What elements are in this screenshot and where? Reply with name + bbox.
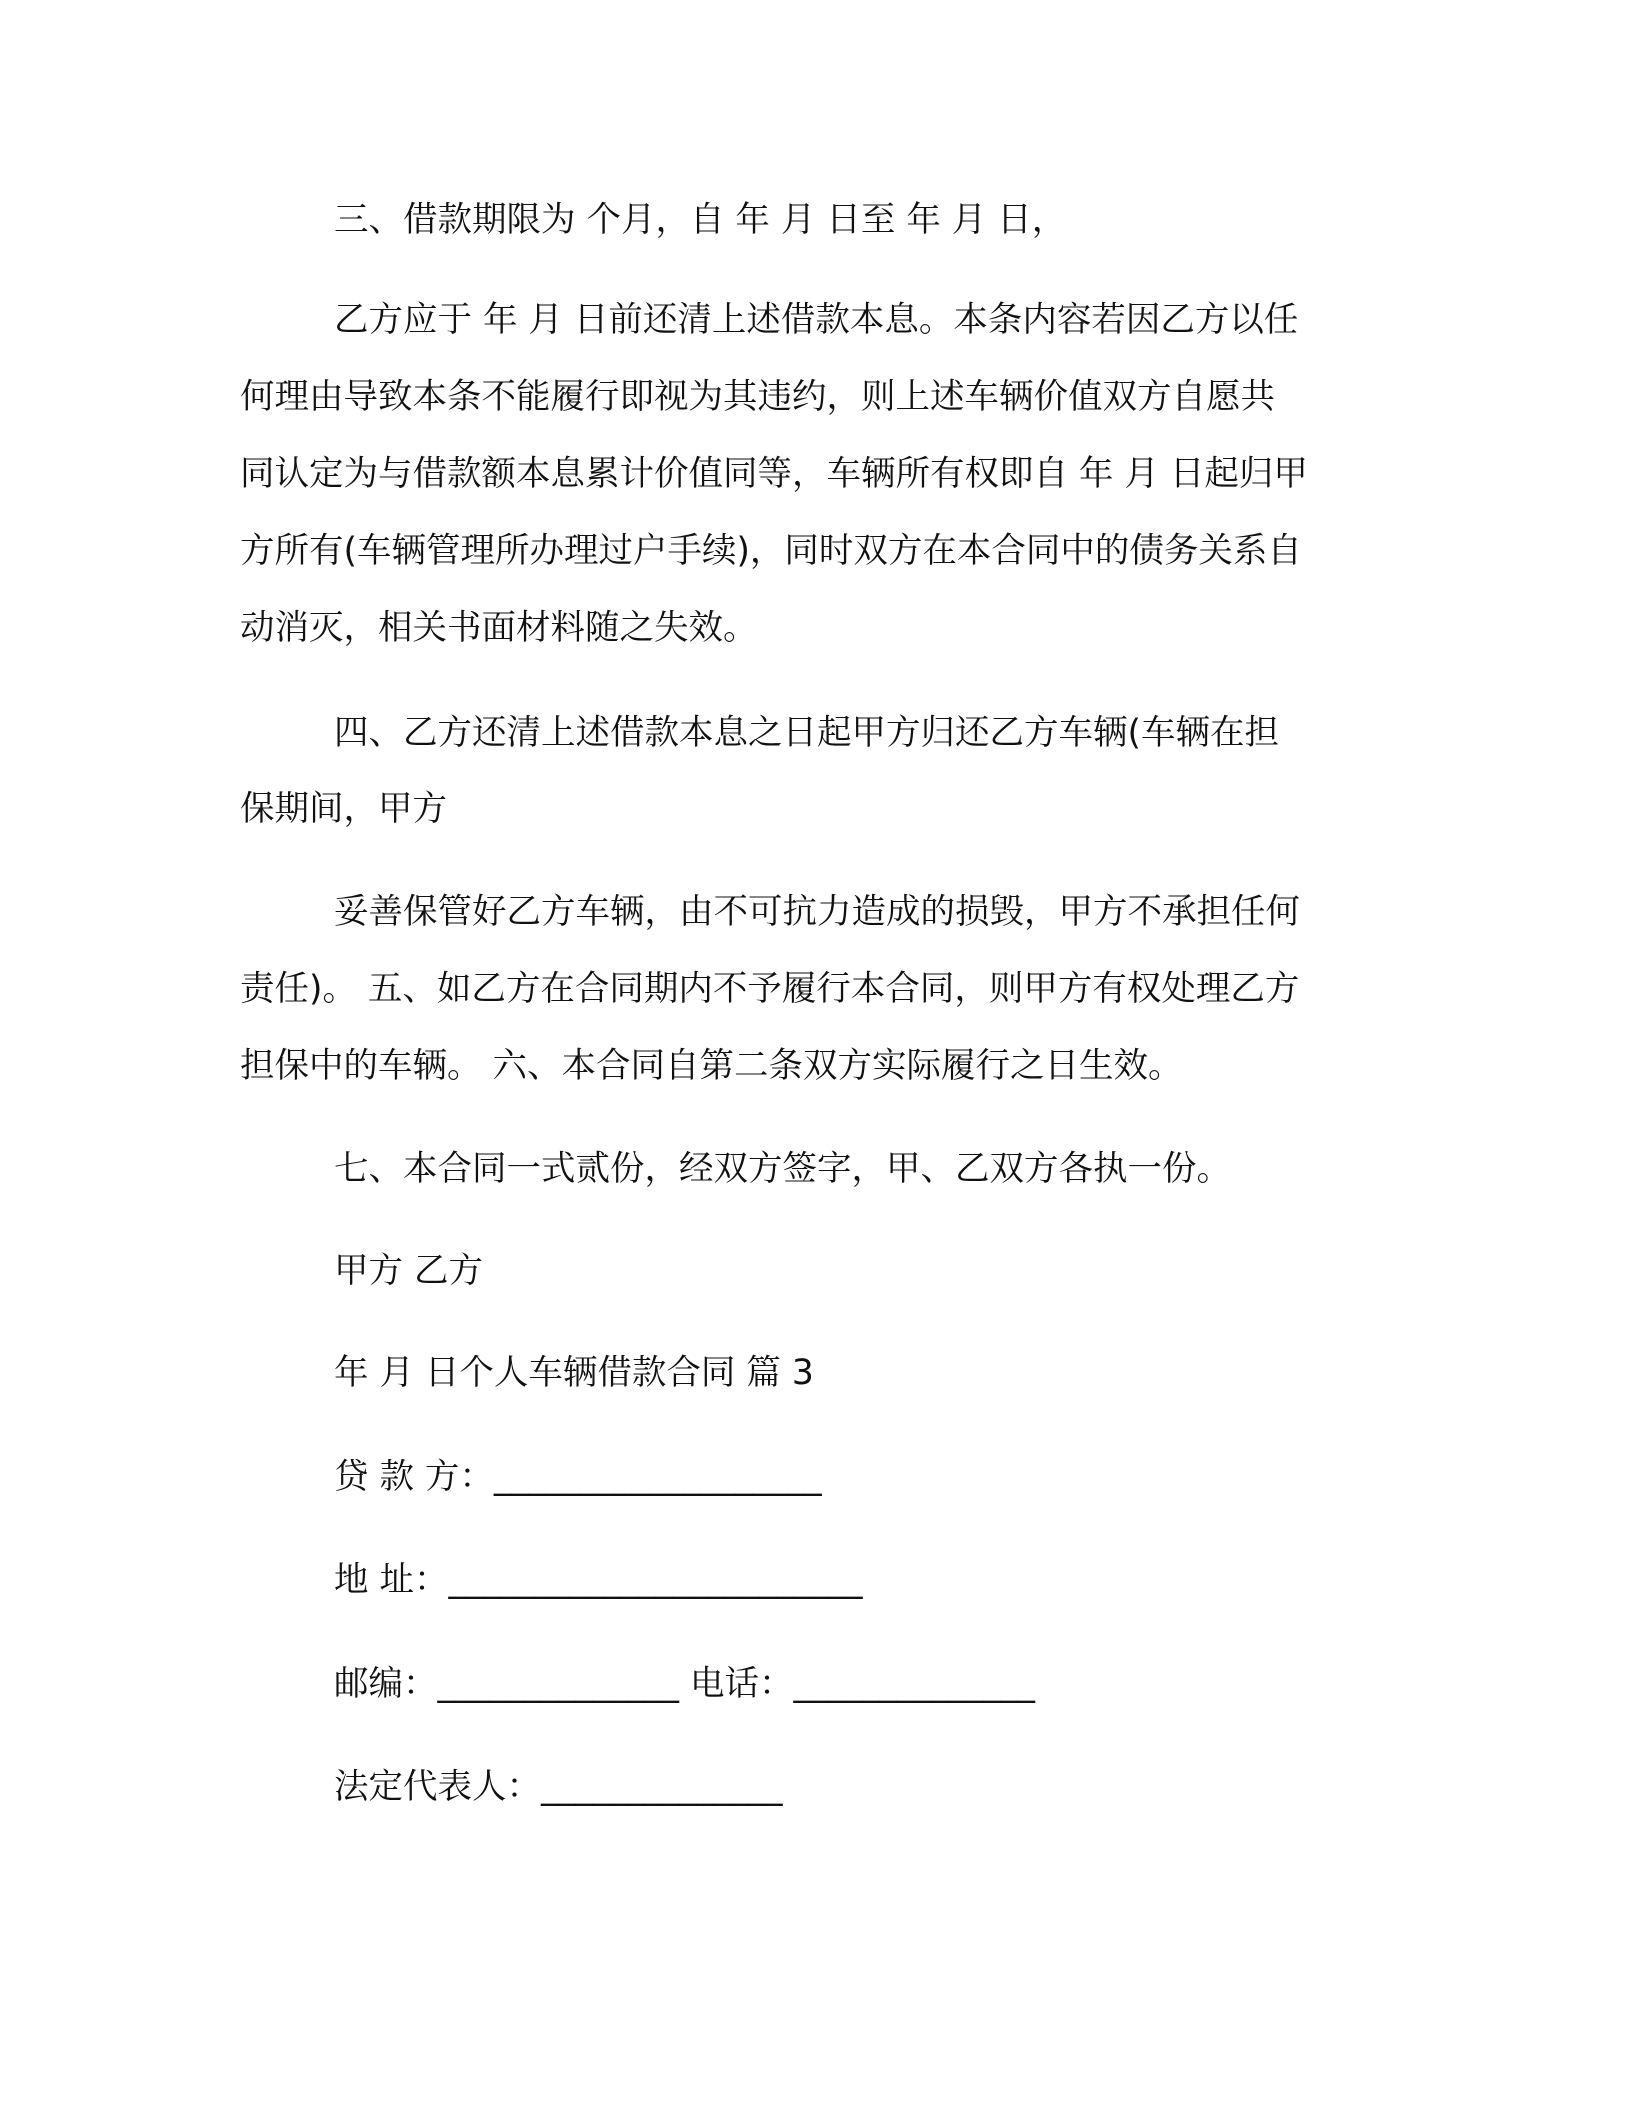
legal-representative-field: 法定代表人：______________ <box>334 1767 783 1807</box>
clause-3-para-line-1: 乙方应于 年 月 日前还清上述借款本息。本条内容若因乙方以任 <box>334 300 1299 340</box>
clause-5-line: 责任)。 五、如乙方在合同期内不予履行本合同，则甲方有权处理乙方 <box>240 969 1300 1009</box>
clause-7-line: 七、本合同一式贰份，经双方签字，甲、乙双方各执一份。 <box>334 1149 1231 1189</box>
postcode-phone-field: 邮编：______________ 电话：______________ <box>334 1664 1035 1704</box>
lender-field: 贷 款 方：___________________ <box>334 1457 822 1497</box>
clause-6-line: 担保中的车辆。 六、本合同自第二条双方实际履行之日生效。 <box>240 1046 1183 1086</box>
address-field: 地 址：________________________ <box>334 1560 863 1600</box>
clause-3-para-line-2: 何理由导致本条不能履行即视为其违约，则上述车辆价值双方自愿共 <box>240 377 1275 417</box>
parties-line: 甲方 乙方 <box>334 1251 483 1291</box>
section-heading: 年 月 日个人车辆借款合同 篇 3 <box>334 1353 814 1393</box>
clause-4-line-2: 保期间，甲方 <box>240 789 447 829</box>
clause-4-line-1: 四、乙方还清上述借款本息之日起甲方归还乙方车辆(车辆在担 <box>334 713 1279 753</box>
clause-3-para-line-3: 同认定为与借款额本息累计价值同等，车辆所有权即自 年 月 日起归甲 <box>240 454 1308 494</box>
clause-4-para-line-1: 妥善保管好乙方车辆，由不可抗力造成的损毁，甲方不承担任何 <box>334 892 1300 932</box>
clause-3-para-line-4: 方所有(车辆管理所办理过户手续)，同时双方在本合同中的债务关系自 <box>240 531 1302 571</box>
clause-3-para-line-5: 动消灭，相关书面材料随之失效。 <box>240 608 758 648</box>
clause-3-title: 三、借款期限为 个月，自 年 月 日至 年 月 日， <box>334 200 1067 240</box>
